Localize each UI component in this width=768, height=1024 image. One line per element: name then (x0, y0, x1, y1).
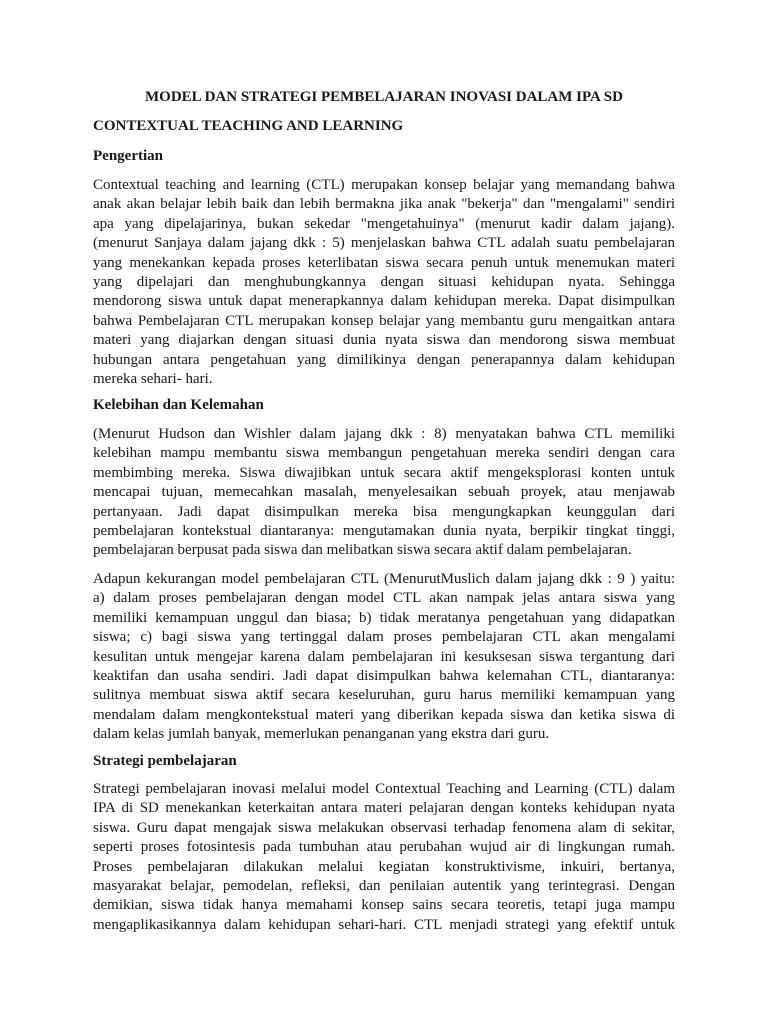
text-line: mengaplikasikannya dalam kehidupan sehari-hari. CTL menjadi strategi yang efektif untuk (93, 916, 675, 933)
paragraph-strategi (93, 780, 675, 935)
text-line: Adapun kekurangan model pembelajaran CTL (MenurutMuslich dalam jajang dkk : 9 ) yaitu: (93, 571, 675, 587)
text-line: bahwa Pembelajaran CTL merupakan konsep belajar yang membantu guru mengaitkan antara (93, 312, 675, 329)
text-line: seperti proses fotosintesis pada tumbuhan atau perubahan wujud air di lingkungan rumah. (93, 839, 675, 856)
text-line: IPA di SD menekankan keterkaitan antara materi pelajaran dengan konteks kehidupan nyata (93, 800, 675, 817)
text-line: keaktifan dan usaha sendiri. Jadi dapat disimpulkan bahwa kelemahan CTL, diantaranya: (93, 667, 675, 684)
heading-pengertian: Pengertian (93, 148, 163, 164)
text-line: yang dipelajari dan menghubungkannya dengan situasi kehidupan nyata. Sehingga (93, 273, 675, 290)
text-line: membimbing mereka. Siswa diwajibkan untuk secara aktif mengeksplorasi konten untuk (93, 464, 675, 481)
text-line: siswa. Guru dapat mengajak siswa melakukan observasi terhadap fenomena alam di sekitar, (93, 819, 675, 836)
text-line: kesulitan untuk mengejar karena dalam pembelajaran ini kesuksesan siswa tergantung dari (93, 648, 675, 665)
text-line: (menurut Sanjaya dalam jajang dkk : 5) menjelaskan bahwa CTL adalah suatu pembelajaran (93, 235, 675, 252)
text-line: pembelajaran kontekstual diantaranya: mengutamakan dunia nyata, berpikir tingkat tinggi, (93, 522, 675, 539)
text-line: mendorong siswa untuk dapat menerapkannya dalam kehidupan mereka. Dapat disimpulkan (93, 293, 675, 310)
text-line: a) dalam proses pembelajaran dengan model CTL akan nampak jelas antara siswa yang (93, 590, 675, 607)
text-line: masyarakat belajar, pemodelan, refleksi, dan penilaian autentik yang terintegrasi. Dengan (93, 877, 675, 894)
text-line: yang menekankan kepada proses keterlibatan siswa secara penuh untuk menemukan materi (93, 254, 675, 271)
paragraph-kelebihan (93, 425, 675, 561)
text-line: kelebihan mampu membantu siswa membangun pengetahuan mereka sendiri dengan cara (93, 445, 675, 462)
text-line: memiliki kemampuan unggul dan biasa; b) tidak meratanya pengetahuan yang didapatkan (93, 609, 675, 626)
text-line: Contextual teaching and learning (CTL) merupakan konsep belajar yang memandang bahwa (93, 177, 675, 193)
text-line: apa yang dipelajarinya, bukan sekedar "mengetahuinya" (menurut kadir dalam jajang). (93, 215, 675, 232)
text-line: mendalam dalam mengkontekstual materi yang diberikan kepada siswa dan ketika siswa di (93, 706, 675, 723)
text-line: siswa; c) bagi siswa yang tertinggal dalam proses pembelajaran CTL akan mengalami (93, 629, 675, 646)
text-line: mereka sehari- hari. (93, 370, 213, 387)
paragraph-pengertian (93, 176, 675, 389)
heading-strategi: Strategi pembelajaran (93, 753, 237, 769)
document-title: MODEL DAN STRATEGI PEMBELAJARAN INOVASI DALAM IPA SD (145, 89, 623, 105)
text-line: demikian, siswa tidak hanya memahami konsep sains secara teoretis, tetapi juga mampu (93, 897, 675, 914)
section-heading: CONTEXTUAL TEACHING AND LEARNING (93, 118, 404, 134)
text-line: mencapai tujuan, memecahkan masalah, menyelesaikan sebuah proyek, atau menjawab (93, 484, 675, 501)
text-line: dalam kelas jumlah banyak, memerlukan penanganan yang ekstra dari guru. (93, 726, 550, 743)
text-line: pertanyaan. Jadi dapat disimpulkan mereka bisa mengungkapkan keunggulan dari (93, 503, 675, 520)
text-line: anak akan belajar lebih baik dan lebih bermakna jika anak "bekerja" dan "mengalami" sendiri (93, 196, 675, 213)
paragraph-kekurangan (93, 570, 675, 745)
text-line: sulitnya membuat siswa aktif secara keseluruhan, guru harus memiliki kemampuan yang (93, 687, 675, 704)
text-line: materi yang diajarkan dengan situasi dunia nyata siswa dan mendorong siswa membuat (93, 332, 675, 349)
text-line: Proses pembelajaran dilakukan melalui kegiatan konstruktivisme, inkuiri, bertanya, (93, 858, 675, 875)
text-line: hubungan antara pengetahuan yang dimilikinya dengan penerapannya dalam kehidupan (93, 351, 675, 368)
text-line: Strategi pembelajaran inovasi melalui model Contextual Teaching and Learning (CTL) dalam (93, 781, 675, 797)
text-line: pembelajaran berpusat pada siswa dan melibatkan siswa secara aktif dalam pembelajaran. (93, 542, 632, 559)
text-line: (Menurut Hudson dan Wishler dalam jajang dkk : 8) menyatakan bahwa CTL memiliki (93, 426, 675, 442)
heading-kelebihan-kelemahan: Kelebihan dan Kelemahan (93, 397, 264, 413)
